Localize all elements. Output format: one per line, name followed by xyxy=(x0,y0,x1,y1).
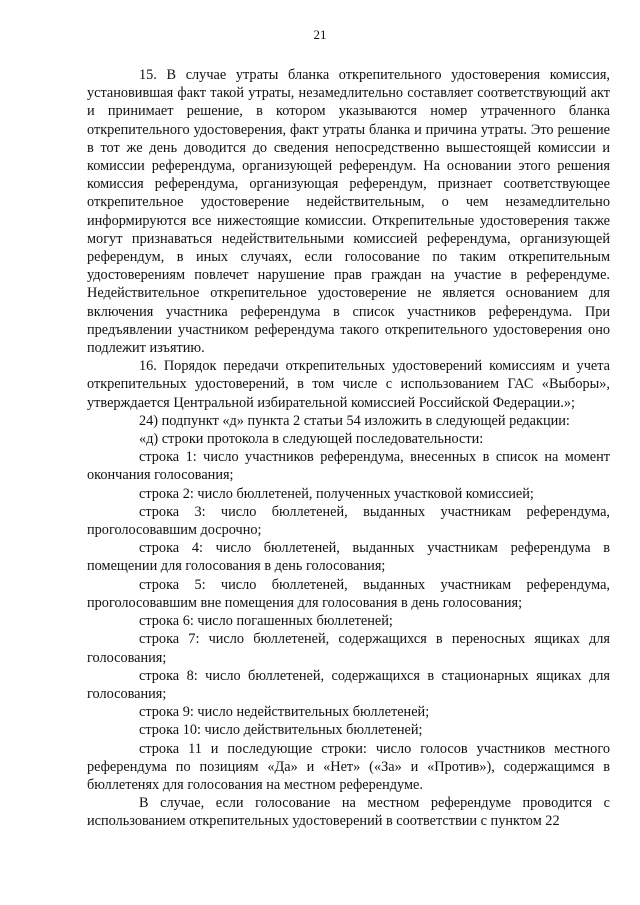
paragraph-subitem-d: «д) строки протокола в следующей последовательности: xyxy=(139,431,484,448)
paragraph-line-10: строка 10: число действительных бюллетеней; xyxy=(139,722,423,739)
paragraph-line-5: строка 5: число бюллетеней, выданных участникам референдума, проголосовавшим вне помещения для голосования в день голосования; xyxy=(87,576,610,611)
paragraph-line-4: строка 4: число бюллетеней, выданных участникам референдума в помещении для голосования в день голосования; xyxy=(87,540,610,575)
paragraph-item-16: 16. Порядок передачи открепительных удостоверений комиссиям и учета открепительных удостоверений, в том числе с использованием ГАС «Выборы», утверждается Центральной избирательной комиссией Российской Федерации.»; xyxy=(87,358,610,411)
page-number: 21 xyxy=(313,27,327,42)
document-body xyxy=(87,66,610,831)
paragraph-line-11: строка 11 и последующие строки: число голосов участников местного референдума по позициям «Да» и «Нет» («За» и «Против»), содержащимся в бюллетенях для голосования на местном референдуме. xyxy=(87,740,610,793)
paragraph-line-9: строка 9: число недействительных бюллетеней; xyxy=(139,704,430,721)
paragraph-item-15: 15. В случае утраты бланка открепительного удостоверения комиссия, установившая факт такой утраты, незамедлительно составляет соответствующий акт и принимает решение, в котором указываются номер утраченного бланка открепительного удостоверения, факт утраты бланка и причина утраты. Это решение в тот же день доводится до сведения непосредственно вышестоящей комиссии и комиссии референдума, организующей референдум. На основании этого решения комиссия референдума, организующая референдум, признает соответствующее открепительное удостоверение недействительным, о чем незамедлительно информируются все нижестоящие комиссии. Открепительные удостоверения также могут признаваться недействительными комиссией референдума, организующей референдум, в иных случаях, если голосование по таким открепительным удостоверениям повлечет нарушение прав граждан на участие в референдуме. Недействительное открепительное удостоверение не является основанием для включения участника референдума в список участников референдума. При предъявлении участником референдума такого открепительного удостоверения оно подлежит изъятию. xyxy=(87,67,610,357)
paragraph-line-2: строка 2: число бюллетеней, полученных участковой комиссией; xyxy=(139,485,534,502)
paragraph-line-6: строка 6: число погашенных бюллетеней; xyxy=(139,613,393,630)
paragraph-line-8: строка 8: число бюллетеней, содержащихся в стационарных ящиках для голосования; xyxy=(87,667,610,702)
paragraph-line-1: строка 1: число участников референдума, внесенных в список на момент окончания голосования; xyxy=(87,449,610,484)
paragraph-line-3: строка 3: число бюллетеней, выданных участникам референдума, проголосовавшим досрочно; xyxy=(87,503,610,539)
paragraph-line-7: строка 7: число бюллетеней, содержащихся в переносных ящиках для голосования; xyxy=(87,631,610,666)
paragraph-closing: В случае, если голосование на местном референдуме проводится с использованием открепительных удостоверений в соответствии с пунктом 22 xyxy=(87,795,610,830)
paragraph-amendment-24: 24) подпункт «д» пункта 2 статьи 54 изложить в следующей редакции: xyxy=(139,412,570,429)
